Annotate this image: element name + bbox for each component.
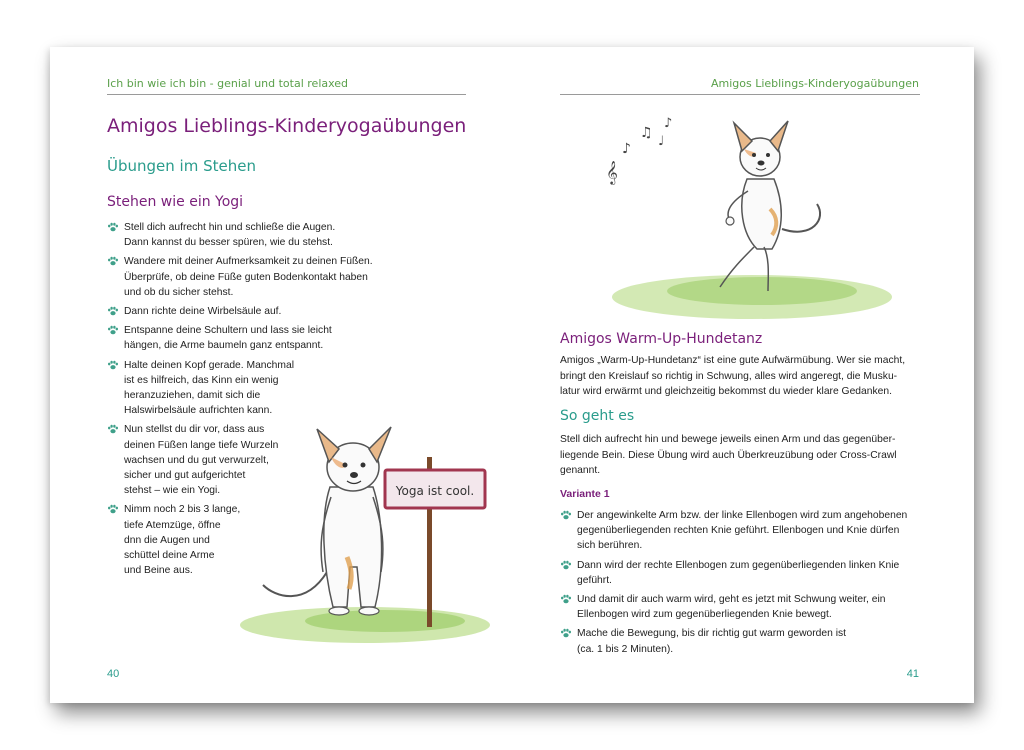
left-page [50, 47, 512, 703]
text-line: sich berühren. [577, 540, 643, 552]
instructions-text [560, 432, 930, 479]
text-line: tiefe Atemzüge, öffne [124, 519, 221, 531]
bullet-item [107, 254, 397, 300]
header-rule-right [560, 94, 920, 95]
section-heading: Stehen wie ein Yogi [107, 194, 244, 210]
paw-icon [560, 627, 572, 639]
bullet-item [560, 508, 930, 554]
text-line: Und damit dir auch warm wird, geht es jetzt mit Schwung weiter, ein [577, 594, 886, 606]
text-line: bringt den Kreislauf so richtig in Schwung, alles wird angeregt, die Musku- [560, 370, 898, 382]
text-line: sicher und gut aufgerichtet [124, 470, 246, 482]
dog-with-sign-illustration [235, 367, 495, 647]
bullet-item [107, 304, 397, 319]
variant-steps [560, 508, 930, 661]
paw-icon [560, 509, 572, 521]
paw-icon [107, 324, 119, 336]
text-line: ist es hilfreich, das Kinn ein wenig [124, 374, 279, 386]
paw-icon [107, 423, 119, 435]
warmup-intro [560, 353, 930, 400]
text-line: geführt. [577, 574, 612, 586]
variant-label: Variante 1 [560, 488, 610, 500]
text-line: (ca. 1 bis 2 Minuten). [577, 643, 674, 655]
header-rule-left [107, 94, 466, 95]
text-line: stehst – wie ein Yogi. [124, 485, 221, 497]
text-line: genannt. [560, 465, 601, 477]
bullet-item [560, 626, 930, 656]
subtitle: Übungen im Stehen [107, 157, 256, 175]
svg-text:♩: ♩ [658, 134, 665, 149]
svg-text:𝄞: 𝄞 [606, 160, 618, 184]
warmup-heading: Amigos Warm-Up-Hundetanz [560, 331, 763, 347]
paw-icon [107, 221, 119, 233]
text-line: dnn die Augen und [124, 534, 210, 546]
text-line: Wandere mit deiner Aufmerksamkeit zu deinen Füßen. [124, 256, 373, 268]
text-line: Überprüfe, ob deine Füße guten Bodenkontakt haben [124, 271, 368, 283]
text-line: Amigos „Warm-Up-Hundetanz“ ist eine gute Aufwärmübung. Wer sie macht, [560, 355, 906, 366]
bullet-item [560, 558, 930, 588]
text-line: wachsen und du gut verwurzelt, [124, 454, 269, 466]
book-spread [50, 47, 974, 703]
how-to-heading: So geht es [560, 408, 635, 424]
right-page [512, 47, 974, 703]
text-line: Dann richte deine Wirbelsäule auf. [124, 306, 282, 318]
page-number-left: 40 [107, 668, 120, 680]
page-title: Amigos Lieblings-Kinderyogaübungen [107, 115, 467, 137]
running-head-left: Ich bin wie ich bin - genial und total relaxed [107, 77, 349, 90]
paw-icon [107, 305, 119, 317]
text-line: liegende Bein. Diese Übung wird auch Überkreuzübung oder Cross-Crawl [560, 449, 897, 461]
paw-icon [560, 593, 572, 605]
sign-text: Yoga ist cool. [395, 484, 475, 498]
text-line: Dann kannst du besser spüren, wie du stehst. [124, 237, 333, 249]
paw-icon [107, 503, 119, 515]
running-head-right: Amigos Lieblings-Kinderyogaübungen [710, 77, 919, 90]
text-line: Halswirbelsäule aufrichten kann. [124, 405, 273, 417]
text-line: Halte deinen Kopf gerade. Manchmal [124, 359, 295, 371]
text-line: Stell dich aufrecht hin und bewege jeweils einen Arm und das gegenüber- [560, 434, 896, 445]
text-line: heranzuziehen, damit sich die [124, 390, 261, 402]
text-line: Dann wird der rechte Ellenbogen zum gegenüberliegenden linken Knie [577, 559, 900, 571]
page-number-right: 41 [906, 668, 919, 680]
svg-text:♫: ♫ [640, 125, 653, 141]
text-line: deinen Füßen lange tiefe Wurzeln [124, 439, 279, 451]
dancing-dog-illustration [592, 109, 892, 324]
text-line: und ob du sicher stehst. [124, 286, 234, 298]
paw-icon [560, 559, 572, 571]
bullet-item [107, 323, 397, 353]
text-line: latur wird erwärmt und gleichzeitig bekommst du wieder klare Gedanken. [560, 386, 892, 398]
text-line: gegenüberliegenden rechten Knie geführt. Ellenbogen und Knie dürfen [577, 525, 900, 537]
text-line: und Beine aus. [124, 565, 193, 577]
text-line: schüttel deine Arme [124, 550, 215, 562]
svg-text:♪: ♪ [664, 116, 673, 131]
text-line: Ellenbogen wird zum gegenüberliegenden Knie bewegt. [577, 609, 832, 621]
bullet-item [560, 592, 930, 622]
text-line: Nimm noch 2 bis 3 lange, [124, 504, 241, 516]
text-line: Entspanne deine Schultern und lass sie leicht [124, 325, 332, 337]
svg-text:♪: ♪ [622, 141, 631, 157]
paw-icon [107, 359, 119, 371]
text-line: hängen, die Arme baumeln ganz entspannt. [124, 340, 324, 352]
text-line: Nun stellst du dir vor, dass aus [124, 424, 265, 436]
text-line: Mache die Bewegung, bis dir richtig gut warm geworden ist [577, 628, 846, 640]
text-line: Stell dich aufrecht hin und schließe die Augen. [124, 222, 336, 233]
paw-icon [107, 255, 119, 267]
text-line: Der angewinkelte Arm bzw. der linke Ellenbogen wird zum angehobenen [577, 510, 908, 521]
bullet-item [107, 220, 397, 250]
